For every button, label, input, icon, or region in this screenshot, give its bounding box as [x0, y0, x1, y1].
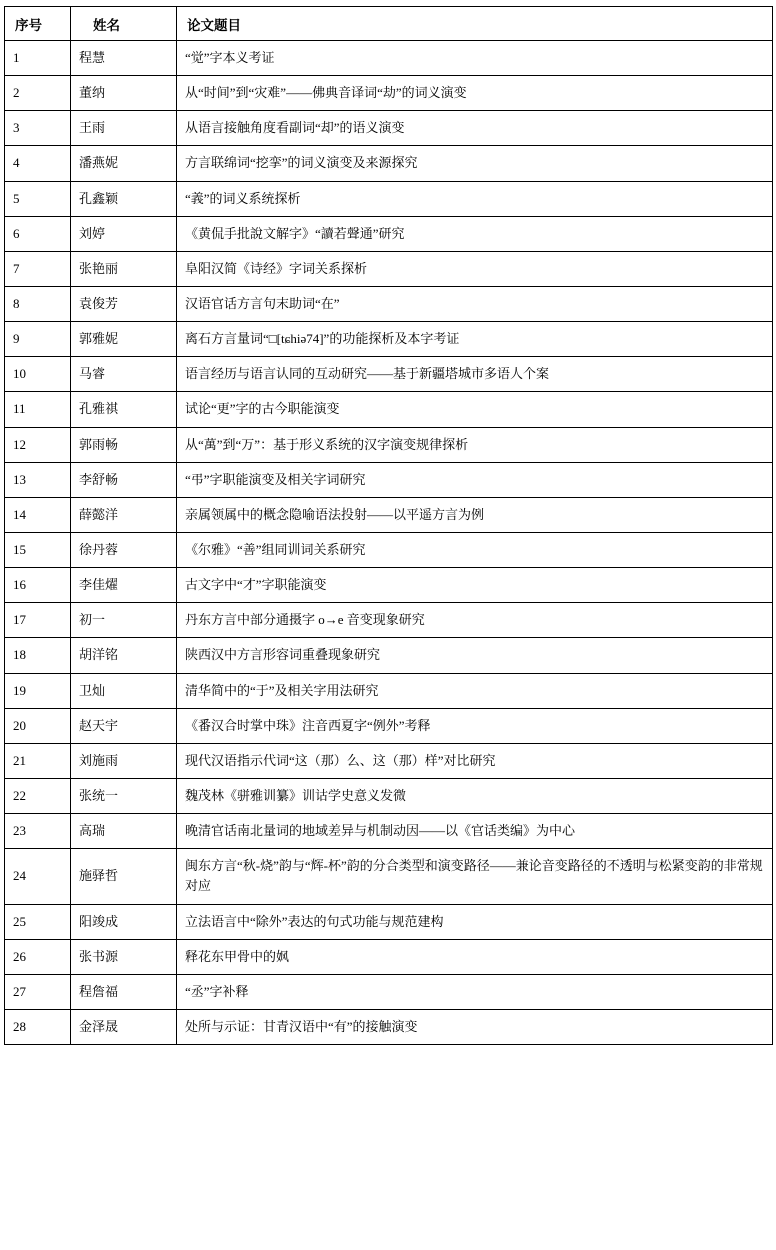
cell-name: 赵天宇 — [71, 708, 177, 743]
column-header-no: 序号 — [5, 7, 71, 41]
cell-no: 20 — [5, 708, 71, 743]
cell-no: 11 — [5, 392, 71, 427]
table-row — [5, 743, 773, 778]
table-row — [5, 849, 773, 904]
table-row — [5, 146, 773, 181]
cell-name: 程慧 — [71, 41, 177, 76]
cell-name: 薛懿洋 — [71, 497, 177, 532]
cell-title: 晚清官话南北量词的地域差异与机制动因——以《官话类编》为中心 — [177, 814, 773, 849]
table-row — [5, 603, 773, 638]
cell-name: 马睿 — [71, 357, 177, 392]
cell-title: 离石方言量词“□[tɕhiə74]”的功能探析及本字考证 — [177, 322, 773, 357]
cell-no: 9 — [5, 322, 71, 357]
table-row — [5, 974, 773, 1009]
table-row — [5, 673, 773, 708]
cell-name: 郭雨畅 — [71, 427, 177, 462]
table-row — [5, 181, 773, 216]
cell-name: 胡洋铭 — [71, 638, 177, 673]
cell-no: 16 — [5, 568, 71, 603]
cell-name: 高瑞 — [71, 814, 177, 849]
cell-no: 10 — [5, 357, 71, 392]
cell-name: 张艳丽 — [71, 251, 177, 286]
cell-title: “弔”字职能演变及相关字词研究 — [177, 462, 773, 497]
cell-name: 施驿哲 — [71, 849, 177, 904]
cell-title: 亲属领属中的概念隐喻语法投射——以平遥方言为例 — [177, 497, 773, 532]
cell-title: 清华简中的“于”及相关字用法研究 — [177, 673, 773, 708]
table-row — [5, 111, 773, 146]
cell-title: 释花东甲骨中的㚯 — [177, 939, 773, 974]
cell-title: 从“时间”到“灾难”——佛典音译词“劫”的词义演变 — [177, 76, 773, 111]
column-header-name: 姓名 — [71, 7, 177, 41]
table-row — [5, 322, 773, 357]
cell-no: 15 — [5, 532, 71, 567]
cell-no: 1 — [5, 41, 71, 76]
table-row — [5, 814, 773, 849]
table-row — [5, 904, 773, 939]
cell-title: 从“萬”到“万”：基于形义系统的汉字演变规律探析 — [177, 427, 773, 462]
table-row — [5, 286, 773, 321]
cell-title: 《尔雅》“善”组同训词关系研究 — [177, 532, 773, 567]
table-row — [5, 532, 773, 567]
cell-title: 从语言接触角度看副词“却”的语义演变 — [177, 111, 773, 146]
cell-no: 13 — [5, 462, 71, 497]
cell-title: 处所与示证：甘青汉语中“有”的接触演变 — [177, 1009, 773, 1044]
cell-no: 12 — [5, 427, 71, 462]
cell-no: 14 — [5, 497, 71, 532]
cell-name: 张统一 — [71, 778, 177, 813]
cell-no: 26 — [5, 939, 71, 974]
cell-title: 闽东方言“秋-烧”韵与“辉-杯”韵的分合类型和演变路径——兼论音变路径的不透明与松紧变韵的非常规对应 — [177, 849, 773, 904]
table-row — [5, 392, 773, 427]
cell-title: 丹东方言中部分通摄字 o→e 音变现象研究 — [177, 603, 773, 638]
cell-title: 方言联绵词“挖挛”的词义演变及来源探究 — [177, 146, 773, 181]
cell-title: 试论“更”字的古今职能演变 — [177, 392, 773, 427]
cell-name: 徐丹蓉 — [71, 532, 177, 567]
cell-title: 古文字中“才”字职能演变 — [177, 568, 773, 603]
table-row — [5, 76, 773, 111]
paper-list-table — [4, 6, 773, 1045]
cell-name: 李舒畅 — [71, 462, 177, 497]
cell-name: 阳竣成 — [71, 904, 177, 939]
cell-name: 刘施雨 — [71, 743, 177, 778]
cell-no: 5 — [5, 181, 71, 216]
cell-name: 王雨 — [71, 111, 177, 146]
cell-no: 7 — [5, 251, 71, 286]
cell-no: 3 — [5, 111, 71, 146]
cell-title: 魏茂林《骈雅训纂》训诂学史意义发微 — [177, 778, 773, 813]
cell-no: 22 — [5, 778, 71, 813]
table-row — [5, 708, 773, 743]
table-header — [5, 7, 773, 41]
cell-name: 刘婷 — [71, 216, 177, 251]
cell-name: 董纳 — [71, 76, 177, 111]
table-row — [5, 41, 773, 76]
table-body — [5, 41, 773, 1045]
cell-name: 金泽晟 — [71, 1009, 177, 1044]
cell-no: 28 — [5, 1009, 71, 1044]
table-row — [5, 638, 773, 673]
cell-name: 李佳燿 — [71, 568, 177, 603]
table-row — [5, 939, 773, 974]
cell-title: 语言经历与语言认同的互动研究——基于新疆塔城市多语人个案 — [177, 357, 773, 392]
cell-no: 8 — [5, 286, 71, 321]
cell-no: 27 — [5, 974, 71, 1009]
cell-no: 2 — [5, 76, 71, 111]
cell-name: 张书源 — [71, 939, 177, 974]
cell-no: 6 — [5, 216, 71, 251]
cell-no: 19 — [5, 673, 71, 708]
cell-name: 程詹福 — [71, 974, 177, 1009]
table-row — [5, 251, 773, 286]
table-row — [5, 497, 773, 532]
cell-no: 25 — [5, 904, 71, 939]
cell-title: “觉”字本义考证 — [177, 41, 773, 76]
cell-no: 24 — [5, 849, 71, 904]
cell-name: 袁俊芳 — [71, 286, 177, 321]
table-row — [5, 357, 773, 392]
cell-no: 17 — [5, 603, 71, 638]
table-row — [5, 427, 773, 462]
cell-title: 《番汉合时掌中珠》注音西夏字“例外”考释 — [177, 708, 773, 743]
cell-no: 23 — [5, 814, 71, 849]
cell-title: 现代汉语指示代词“这（那）么、这（那）样”对比研究 — [177, 743, 773, 778]
cell-title: 陕西汉中方言形容词重叠现象研究 — [177, 638, 773, 673]
cell-title: 阜阳汉简《诗经》字词关系探析 — [177, 251, 773, 286]
cell-no: 4 — [5, 146, 71, 181]
cell-no: 21 — [5, 743, 71, 778]
cell-title: 《黄侃手批說文解字》“讀若聲通”研究 — [177, 216, 773, 251]
table-row — [5, 1009, 773, 1044]
cell-name: 初一 — [71, 603, 177, 638]
cell-title: 立法语言中“除外”表达的句式功能与规范建构 — [177, 904, 773, 939]
table-header-row — [5, 7, 773, 41]
cell-name: 卫灿 — [71, 673, 177, 708]
cell-name: 潘燕妮 — [71, 146, 177, 181]
cell-name: 孔鑫颖 — [71, 181, 177, 216]
cell-title: 汉语官话方言句末助词“在” — [177, 286, 773, 321]
cell-name: 郭雅妮 — [71, 322, 177, 357]
table-row — [5, 778, 773, 813]
cell-title: “丞”字补释 — [177, 974, 773, 1009]
column-header-title: 论文题目 — [177, 7, 773, 41]
cell-title: “義”的词义系统探析 — [177, 181, 773, 216]
table-row — [5, 568, 773, 603]
cell-no: 18 — [5, 638, 71, 673]
cell-name: 孔雅祺 — [71, 392, 177, 427]
table-row — [5, 216, 773, 251]
table-row — [5, 462, 773, 497]
